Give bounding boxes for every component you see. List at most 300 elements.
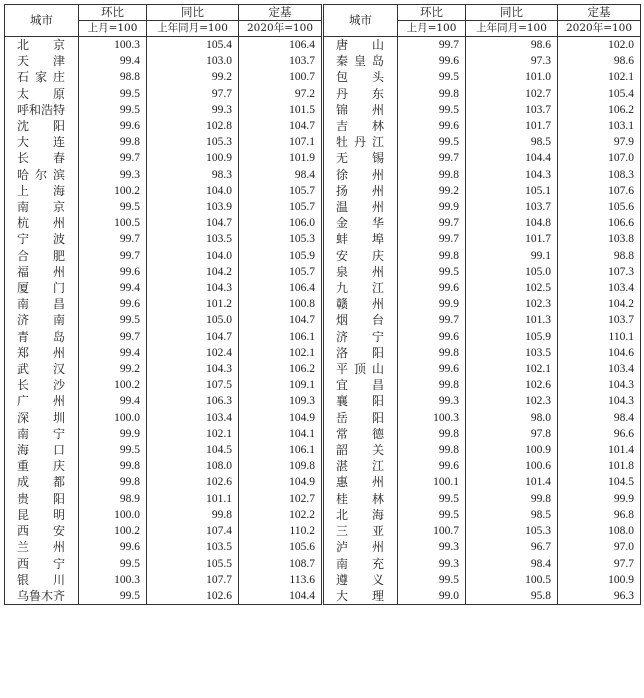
city-cell: [324, 474, 398, 490]
fixed-cell: 105.9: [239, 248, 322, 264]
fixed-cell: 106.2: [558, 102, 641, 118]
fixed-cell: 108.0: [558, 523, 641, 539]
fixed-header: 定基: [239, 5, 322, 21]
city-cell: [5, 442, 79, 458]
table-row: [324, 523, 641, 539]
yoy-cell: 96.7: [466, 539, 558, 555]
city-cell: [324, 539, 398, 555]
mom-cell: 99.8: [398, 442, 466, 458]
city-cell: [5, 539, 79, 555]
city-cell: [5, 588, 79, 605]
table-row: [324, 86, 641, 102]
city-cell: [324, 588, 398, 605]
yoy-cell: 101.2: [147, 296, 239, 312]
yoy-cell: 102.6: [466, 377, 558, 393]
yoy-cell: 102.8: [147, 118, 239, 134]
city-cell: [324, 167, 398, 183]
yoy-cell: 103.5: [147, 231, 239, 247]
fixed-cell: 96.3: [558, 588, 641, 605]
city-name: 呼和浩特: [17, 102, 66, 117]
mom-cell: 99.2: [398, 183, 466, 199]
city-name: 上海: [17, 183, 65, 198]
mom-cell: 99.5: [79, 102, 147, 118]
city-name: 北海: [336, 507, 384, 522]
table-row: [5, 102, 322, 118]
table-row: [324, 458, 641, 474]
yoy-cell: 105.0: [147, 312, 239, 328]
yoy-cell: 100.9: [147, 150, 239, 166]
fixed-cell: 96.6: [558, 426, 641, 442]
city-cell: [324, 102, 398, 118]
city-header: 城市: [324, 5, 398, 37]
city-name: 北京: [17, 38, 65, 52]
city-cell: [5, 37, 79, 54]
city-name: 南宁: [17, 426, 65, 441]
mom-cell: 98.8: [79, 69, 147, 85]
fixed-cell: 103.7: [239, 53, 322, 69]
mom-cell: 99.5: [79, 199, 147, 215]
city-name: 桂林: [336, 491, 384, 506]
city-name: 南京: [17, 200, 65, 215]
city-name: 贵阳: [17, 491, 65, 506]
city-cell: [324, 264, 398, 280]
table-row: [5, 150, 322, 166]
yoy-cell: 103.7: [466, 199, 558, 215]
yoy-cell: 105.1: [466, 183, 558, 199]
table-row: [324, 361, 641, 377]
yoy-cell: 103.5: [466, 345, 558, 361]
mom-cell: 99.3: [398, 539, 466, 555]
city-name: 福州: [17, 264, 65, 279]
city-cell: [5, 199, 79, 215]
yoy-cell: 103.5: [147, 539, 239, 555]
fixed-cell: 104.9: [239, 410, 322, 426]
fixed-cell: 96.8: [558, 507, 641, 523]
mom-cell: 99.7: [79, 329, 147, 345]
table-row: [5, 507, 322, 523]
mom-cell: 99.8: [79, 134, 147, 150]
city-name: 洛阳: [336, 345, 384, 360]
city-cell: [5, 345, 79, 361]
mom-cell: 99.3: [79, 167, 147, 183]
mom-cell: 99.6: [398, 280, 466, 296]
yoy-cell: 98.4: [466, 556, 558, 572]
mom-cell: 99.2: [79, 361, 147, 377]
yoy-cell: 102.3: [466, 296, 558, 312]
city-name: 太原: [17, 86, 65, 101]
mom-cell: 99.5: [398, 507, 466, 523]
fixed-cell: 108.3: [558, 167, 641, 183]
table-row: [5, 474, 322, 490]
city-name: 西宁: [17, 556, 65, 571]
fixed-cell: 104.7: [239, 312, 322, 328]
mom-cell: 99.7: [398, 215, 466, 231]
city-cell: [5, 491, 79, 507]
fixed-cell: 106.0: [239, 215, 322, 231]
city-cell: [5, 86, 79, 102]
table-row: [5, 345, 322, 361]
mom-cell: 99.7: [398, 150, 466, 166]
table-row: [324, 102, 641, 118]
city-name: 昆明: [17, 507, 65, 522]
city-name: 宜昌: [336, 378, 384, 393]
yoy-cell: 103.0: [147, 53, 239, 69]
mom-cell: 99.5: [398, 264, 466, 280]
right-table: [323, 4, 641, 605]
yoy-cell: 98.3: [147, 167, 239, 183]
mom-cell: 99.4: [79, 53, 147, 69]
city-name: 徐州: [336, 167, 384, 182]
mom-cell: 99.7: [79, 231, 147, 247]
yoy-cell: 102.3: [466, 393, 558, 409]
fixed-cell: 107.0: [558, 150, 641, 166]
yoy-cell: 100.6: [466, 458, 558, 474]
fixed-cell: 100.9: [558, 572, 641, 588]
city-name: 杭州: [17, 216, 65, 231]
city-name: 济南: [17, 313, 65, 328]
fixed-cell: 102.7: [239, 491, 322, 507]
mom-cell: 99.3: [398, 393, 466, 409]
city-cell: [5, 523, 79, 539]
table-row: [5, 248, 322, 264]
yoy-cell: 98.6: [466, 37, 558, 54]
fixed-cell: 102.1: [239, 345, 322, 361]
city-cell: [324, 280, 398, 296]
fixed-cell: 110.1: [558, 329, 641, 345]
city-cell: [324, 523, 398, 539]
city-name: 宁波: [17, 232, 65, 247]
fixed-cell: 98.4: [558, 410, 641, 426]
price-index-table: [4, 4, 640, 694]
city-name: 泸州: [336, 540, 384, 555]
fixed-cell: 102.0: [558, 37, 641, 54]
fixed-cell: 103.7: [558, 312, 641, 328]
mom-cell: 100.1: [398, 474, 466, 490]
fixed-header: 定基: [558, 5, 641, 21]
table-row: [324, 345, 641, 361]
mom-cell: 99.8: [398, 167, 466, 183]
fixed-cell: 105.7: [239, 199, 322, 215]
city-name: 成都: [17, 475, 65, 490]
yoy-cell: 98.5: [466, 507, 558, 523]
city-name: 蚌埠: [336, 232, 384, 247]
city-cell: [324, 86, 398, 102]
city-cell: [324, 393, 398, 409]
yoy-cell: 100.5: [466, 572, 558, 588]
table-row: [5, 37, 322, 54]
table-row: [324, 393, 641, 409]
table-row: [324, 118, 641, 134]
table-row: [324, 69, 641, 85]
yoy-cell: 105.0: [466, 264, 558, 280]
mom-cell: 99.5: [79, 86, 147, 102]
mom-cell: 98.9: [79, 491, 147, 507]
table-row: [324, 507, 641, 523]
yoy-cell: 99.8: [466, 491, 558, 507]
city-name: 海口: [17, 443, 65, 458]
mom-cell: 99.5: [79, 442, 147, 458]
table-row: [324, 199, 641, 215]
city-name: 锦州: [336, 102, 384, 117]
fixed-cell: 98.4: [239, 167, 322, 183]
mom-cell: 99.6: [398, 329, 466, 345]
mom-cell: 99.8: [79, 458, 147, 474]
mom-base-header: 上月=100: [79, 21, 147, 37]
fixed-cell: 109.1: [239, 377, 322, 393]
city-name: 包头: [336, 70, 384, 85]
table-row: [5, 410, 322, 426]
yoy-cell: 99.2: [147, 69, 239, 85]
city-cell: [324, 329, 398, 345]
city-cell: [324, 215, 398, 231]
yoy-cell: 99.1: [466, 248, 558, 264]
fixed-cell: 113.6: [239, 572, 322, 588]
fixed-cell: 107.1: [239, 134, 322, 150]
city-cell: [324, 53, 398, 69]
city-name: 武汉: [17, 362, 65, 377]
city-name: 西安: [17, 524, 65, 539]
city-name: 温州: [336, 200, 384, 215]
yoy-cell: 104.5: [147, 442, 239, 458]
fixed-cell: 104.5: [558, 474, 641, 490]
city-name: 烟台: [336, 313, 384, 328]
city-cell: [5, 102, 79, 118]
table-row: [5, 458, 322, 474]
yoy-cell: 101.4: [466, 474, 558, 490]
city-name: 惠州: [336, 475, 384, 490]
city-name: 三亚: [336, 524, 384, 539]
city-name: 兰州: [17, 540, 65, 555]
city-cell: [324, 556, 398, 572]
city-cell: [5, 296, 79, 312]
fixed-cell: 106.6: [558, 215, 641, 231]
table-row: [324, 264, 641, 280]
fixed-cell: 100.8: [239, 296, 322, 312]
city-cell: [5, 507, 79, 523]
city-cell: [5, 426, 79, 442]
fixed-cell: 110.2: [239, 523, 322, 539]
city-name: 九江: [336, 281, 384, 296]
mom-cell: 100.2: [79, 377, 147, 393]
city-name: 湛江: [336, 459, 384, 474]
city-cell: [5, 393, 79, 409]
mom-cell: 99.8: [398, 377, 466, 393]
mom-cell: 99.6: [79, 539, 147, 555]
table-row: [324, 442, 641, 458]
mom-cell: 100.2: [79, 183, 147, 199]
city-name: 南昌: [17, 297, 65, 312]
city-cell: [5, 329, 79, 345]
yoy-cell: 101.7: [466, 118, 558, 134]
table-row: [5, 199, 322, 215]
city-name: 岳阳: [336, 410, 384, 425]
yoy-cell: 101.3: [466, 312, 558, 328]
table-row: [5, 167, 322, 183]
fixed-cell: 106.4: [239, 37, 322, 54]
yoy-cell: 104.4: [466, 150, 558, 166]
mom-cell: 100.0: [79, 410, 147, 426]
yoy-cell: 104.3: [466, 167, 558, 183]
table-row: [324, 588, 641, 605]
yoy-header: 同比: [466, 5, 558, 21]
mom-cell: 99.9: [398, 199, 466, 215]
mom-cell: 99.6: [398, 361, 466, 377]
yoy-cell: 102.1: [466, 361, 558, 377]
city-cell: [324, 248, 398, 264]
mom-base-header: 上月=100: [398, 21, 466, 37]
fixed-cell: 106.2: [239, 361, 322, 377]
table-row: [5, 53, 322, 69]
mom-cell: 99.4: [79, 345, 147, 361]
mom-cell: 100.3: [398, 410, 466, 426]
city-cell: [5, 69, 79, 85]
city-cell: [5, 150, 79, 166]
fixed-cell: 109.8: [239, 458, 322, 474]
city-name: 扬州: [336, 183, 384, 198]
fixed-cell: 101.8: [558, 458, 641, 474]
yoy-cell: 105.5: [147, 556, 239, 572]
city-name: 青岛: [17, 329, 65, 344]
city-cell: [5, 361, 79, 377]
city-name: 襄阳: [336, 394, 384, 409]
city-name: 唐山: [336, 38, 384, 52]
right-table-half: [323, 4, 640, 694]
fixed-cell: 98.8: [558, 248, 641, 264]
right-table-body: [324, 37, 641, 605]
city-cell: [5, 556, 79, 572]
fixed-cell: 103.4: [558, 361, 641, 377]
city-cell: [324, 199, 398, 215]
table-row: [324, 410, 641, 426]
city-cell: [5, 118, 79, 134]
mom-cell: 99.7: [398, 312, 466, 328]
city-name: 深圳: [17, 410, 65, 425]
yoy-cell: 101.1: [147, 491, 239, 507]
city-name: 韶关: [336, 443, 384, 458]
table-row: [324, 248, 641, 264]
city-name: 哈尔滨: [17, 167, 65, 182]
mom-cell: 99.7: [398, 37, 466, 54]
mom-cell: 99.9: [398, 296, 466, 312]
mom-cell: 99.5: [398, 491, 466, 507]
fixed-cell: 101.5: [239, 102, 322, 118]
table-row: [5, 572, 322, 588]
city-cell: [324, 345, 398, 361]
city-name: 牡丹江: [336, 135, 384, 150]
table-row: [5, 280, 322, 296]
yoy-cell: 102.5: [466, 280, 558, 296]
city-name: 沈阳: [17, 119, 65, 134]
table-row: [324, 150, 641, 166]
mom-cell: 99.5: [398, 69, 466, 85]
table-row: [5, 118, 322, 134]
mom-cell: 100.7: [398, 523, 466, 539]
table-row: [324, 491, 641, 507]
fixed-cell: 104.9: [239, 474, 322, 490]
yoy-cell: 97.8: [466, 426, 558, 442]
city-name: 石家庄: [17, 70, 65, 85]
fixed-cell: 106.1: [239, 442, 322, 458]
fixed-cell: 104.3: [558, 393, 641, 409]
table-row: [324, 312, 641, 328]
city-cell: [5, 312, 79, 328]
mom-cell: 99.8: [398, 345, 466, 361]
yoy-cell: 103.9: [147, 199, 239, 215]
yoy-cell: 104.7: [147, 329, 239, 345]
city-cell: [324, 426, 398, 442]
mom-header: 环比: [79, 5, 147, 21]
table-row: [5, 442, 322, 458]
table-row: [324, 556, 641, 572]
fixed-cell: 104.1: [239, 426, 322, 442]
city-name: 天津: [17, 54, 65, 69]
fixed-cell: 105.3: [239, 231, 322, 247]
table-row: [324, 572, 641, 588]
table-row: [5, 86, 322, 102]
yoy-cell: 101.0: [466, 69, 558, 85]
city-name: 银川: [17, 572, 65, 587]
yoy-cell: 99.8: [147, 507, 239, 523]
mom-cell: 99.3: [398, 556, 466, 572]
table-row: [324, 167, 641, 183]
mom-cell: 99.5: [398, 102, 466, 118]
table-row: [5, 264, 322, 280]
fixed-cell: 102.1: [558, 69, 641, 85]
fixed-cell: 105.4: [558, 86, 641, 102]
mom-cell: 99.9: [79, 426, 147, 442]
yoy-header: 同比: [147, 5, 239, 21]
mom-cell: 99.6: [398, 53, 466, 69]
left-table: [4, 4, 322, 605]
table-row: [324, 134, 641, 150]
table-row: [5, 296, 322, 312]
city-cell: [5, 474, 79, 490]
city-name: 赣州: [336, 297, 384, 312]
city-name: 长沙: [17, 378, 65, 393]
mom-cell: 99.6: [398, 118, 466, 134]
mom-cell: 100.3: [79, 572, 147, 588]
city-cell: [324, 312, 398, 328]
yoy-cell: 102.6: [147, 474, 239, 490]
table-row: [5, 523, 322, 539]
mom-cell: 99.5: [79, 312, 147, 328]
table-row: [324, 231, 641, 247]
fixed-cell: 97.2: [239, 86, 322, 102]
city-cell: [5, 264, 79, 280]
city-name: 丹东: [336, 86, 384, 101]
yoy-cell: 101.7: [466, 231, 558, 247]
fixed-cell: 102.2: [239, 507, 322, 523]
table-row: [5, 361, 322, 377]
fixed-cell: 101.4: [558, 442, 641, 458]
table-row: [324, 215, 641, 231]
fixed-cell: 97.0: [558, 539, 641, 555]
mom-cell: 99.5: [79, 588, 147, 605]
mom-cell: 99.7: [398, 231, 466, 247]
mom-cell: 99.6: [79, 118, 147, 134]
mom-cell: 99.7: [79, 248, 147, 264]
yoy-cell: 107.4: [147, 523, 239, 539]
city-name: 重庆: [17, 459, 65, 474]
yoy-cell: 104.3: [147, 361, 239, 377]
fixed-cell: 103.8: [558, 231, 641, 247]
city-name: 泉州: [336, 264, 384, 279]
yoy-cell: 95.8: [466, 588, 558, 605]
yoy-cell: 102.1: [147, 426, 239, 442]
yoy-cell: 102.4: [147, 345, 239, 361]
table-row: [5, 393, 322, 409]
table-row: [5, 183, 322, 199]
